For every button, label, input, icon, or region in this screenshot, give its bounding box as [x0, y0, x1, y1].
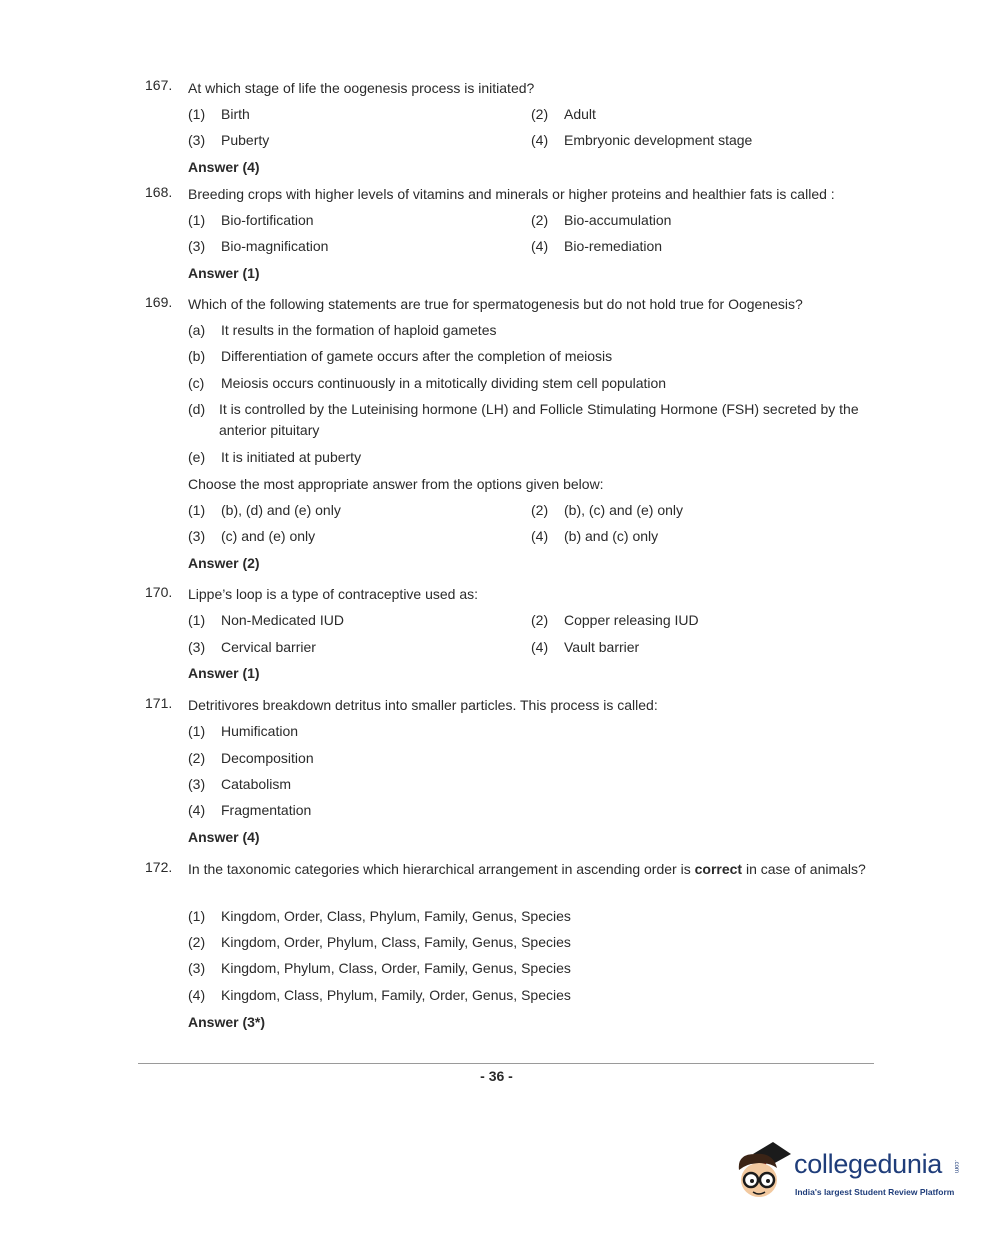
option-label: (1): [188, 908, 206, 924]
statement-label: (c): [188, 375, 205, 391]
option-label: (1): [188, 212, 206, 228]
option-label: (2): [531, 212, 549, 228]
question-text: [188, 859, 870, 880]
option-row: [188, 906, 878, 927]
question-number: 167.: [145, 77, 173, 93]
option-row: [188, 774, 878, 795]
option-text: Bio-accumulation: [564, 212, 672, 228]
question-text: Breeding crops with higher levels of vitamins and minerals or higher proteins and healthier fats is called :: [188, 186, 835, 202]
option-row: [188, 637, 878, 658]
collegedunia-logo[interactable]: [733, 1140, 963, 1208]
question-number: 172.: [145, 859, 173, 875]
statement-row: [188, 373, 878, 394]
option-label: (2): [531, 502, 549, 518]
option-label: (3): [188, 960, 206, 976]
question-167: [145, 77, 870, 99]
option-text: Non-Medicated IUD: [221, 612, 344, 628]
page-number: - 36 -: [480, 1068, 513, 1084]
option-row: [188, 985, 878, 1006]
logo-tagline: India's largest Student Review Platform: [795, 1187, 955, 1197]
option-label: (1): [188, 502, 206, 518]
option-row: [188, 932, 878, 953]
option-row: [188, 748, 878, 769]
option-text: Embryonic development stage: [564, 132, 753, 148]
option-row: [188, 721, 878, 742]
option-label: (1): [188, 106, 206, 122]
statement-row: [188, 320, 878, 341]
option-label: (3): [188, 528, 206, 544]
option-text: Adult: [564, 106, 596, 122]
option-label: (4): [188, 987, 206, 1003]
answer: Answer (3*): [188, 1014, 266, 1030]
option-label: (2): [531, 612, 549, 628]
statement-row: [188, 346, 878, 367]
question-172: [145, 859, 870, 880]
question-168: [145, 184, 870, 205]
option-row: [188, 610, 878, 631]
option-row: [188, 500, 878, 521]
statement-label: (a): [188, 322, 206, 338]
mascot-icon: [733, 1140, 795, 1208]
answer: Answer (1): [188, 265, 260, 281]
option-label: (2): [188, 934, 206, 950]
option-text: Bio-magnification: [221, 238, 329, 254]
question-text-part: in case of animals?: [745, 861, 866, 877]
question-text-part: In the taxonomic categories which hierarchical arrangement in ascending order is: [188, 861, 691, 877]
question-number: 170.: [145, 584, 173, 600]
question-169: [145, 294, 870, 315]
answer: Answer (4): [188, 829, 260, 845]
option-label: (2): [531, 106, 549, 122]
question-number: 171.: [145, 695, 173, 711]
option-text: Humification: [221, 723, 299, 739]
option-row: [188, 104, 878, 125]
option-label: (4): [531, 132, 549, 148]
option-row: [188, 958, 878, 979]
option-text: (b), (d) and (e) only: [221, 502, 341, 518]
question-text: Lippe’s loop is a type of contraceptive used as:: [188, 586, 479, 602]
option-label: (1): [188, 723, 206, 739]
answer: Answer (1): [188, 665, 260, 681]
option-row: [188, 800, 878, 821]
statement-row: [188, 447, 878, 468]
statement-text: Meiosis occurs continuously in a mitotically dividing stem cell population: [221, 375, 667, 391]
option-label: (2): [188, 750, 206, 766]
statement-text: It is initiated at puberty: [221, 449, 362, 465]
option-label: (4): [531, 238, 549, 254]
logo-suffix: .com: [953, 1160, 959, 1174]
option-text: (c) and (e) only: [221, 528, 316, 544]
answer: Answer (4): [188, 159, 260, 175]
question-text-bold: correct: [694, 861, 743, 877]
option-text: Catabolism: [221, 776, 292, 792]
option-text: Bio-fortification: [221, 212, 314, 228]
option-text: (b), (c) and (e) only: [564, 502, 684, 518]
option-text: Decomposition: [221, 750, 314, 766]
question-text: At which stage of life the oogenesis process is initiated?: [188, 80, 535, 96]
option-row: [188, 210, 878, 231]
statement-text: Differentiation of gamete occurs after the completion of meiosis: [221, 348, 613, 364]
statement-label: (e): [188, 449, 206, 465]
statement-text: It results in the formation of haploid gametes: [221, 322, 497, 338]
option-text: Kingdom, Order, Phylum, Class, Family, Genus, Species: [221, 934, 571, 950]
question-number: 169.: [145, 294, 173, 310]
statement-label: (d): [188, 401, 206, 417]
option-label: (4): [188, 802, 206, 818]
option-text: Cervical barrier: [221, 639, 316, 655]
option-text: Kingdom, Order, Class, Phylum, Family, Genus, Species: [221, 908, 571, 924]
option-row: [188, 526, 878, 547]
question-170: [145, 584, 870, 605]
option-label: (3): [188, 238, 206, 254]
option-label: (4): [531, 639, 549, 655]
question-text: Detritivores breakdown detritus into smaller particles. This process is called:: [188, 697, 658, 713]
option-text: Bio-remediation: [564, 238, 663, 254]
option-row: [188, 130, 878, 151]
option-label: (3): [188, 132, 206, 148]
option-text: (b) and (c) only: [564, 528, 659, 544]
question-number: 168.: [145, 184, 173, 200]
option-text: Puberty: [221, 132, 270, 148]
option-text: Kingdom, Class, Phylum, Family, Order, Genus, Species: [221, 987, 571, 1003]
answer: Answer (2): [188, 555, 260, 571]
option-label: (3): [188, 776, 206, 792]
option-label: (1): [188, 612, 206, 628]
instruction-text: Choose the most appropriate answer from the options given below:: [188, 476, 604, 492]
question-text: Which of the following statements are true for spermatogenesis but do not hold true for Oogenesis?: [188, 296, 803, 312]
option-text: Copper releasing IUD: [564, 612, 699, 628]
statement-label: (b): [188, 348, 206, 364]
option-text: Vault barrier: [564, 639, 640, 655]
logo-wordmark: collegedunia: [794, 1149, 943, 1179]
statement-text: It is controlled by the Luteinising hormone (LH) and Follicle Stimulating Hormone (FSH) secreted by the anterior pituitary: [219, 401, 859, 438]
footer-divider: [138, 1063, 874, 1064]
option-text: Fragmentation: [221, 802, 312, 818]
option-text: Birth: [221, 106, 250, 122]
option-text: Kingdom, Phylum, Class, Order, Family, Genus, Species: [221, 960, 571, 976]
question-171: [145, 695, 870, 716]
option-label: (3): [188, 639, 206, 655]
option-row: [188, 236, 878, 257]
statement-row: [188, 399, 873, 441]
option-label: (4): [531, 528, 549, 544]
